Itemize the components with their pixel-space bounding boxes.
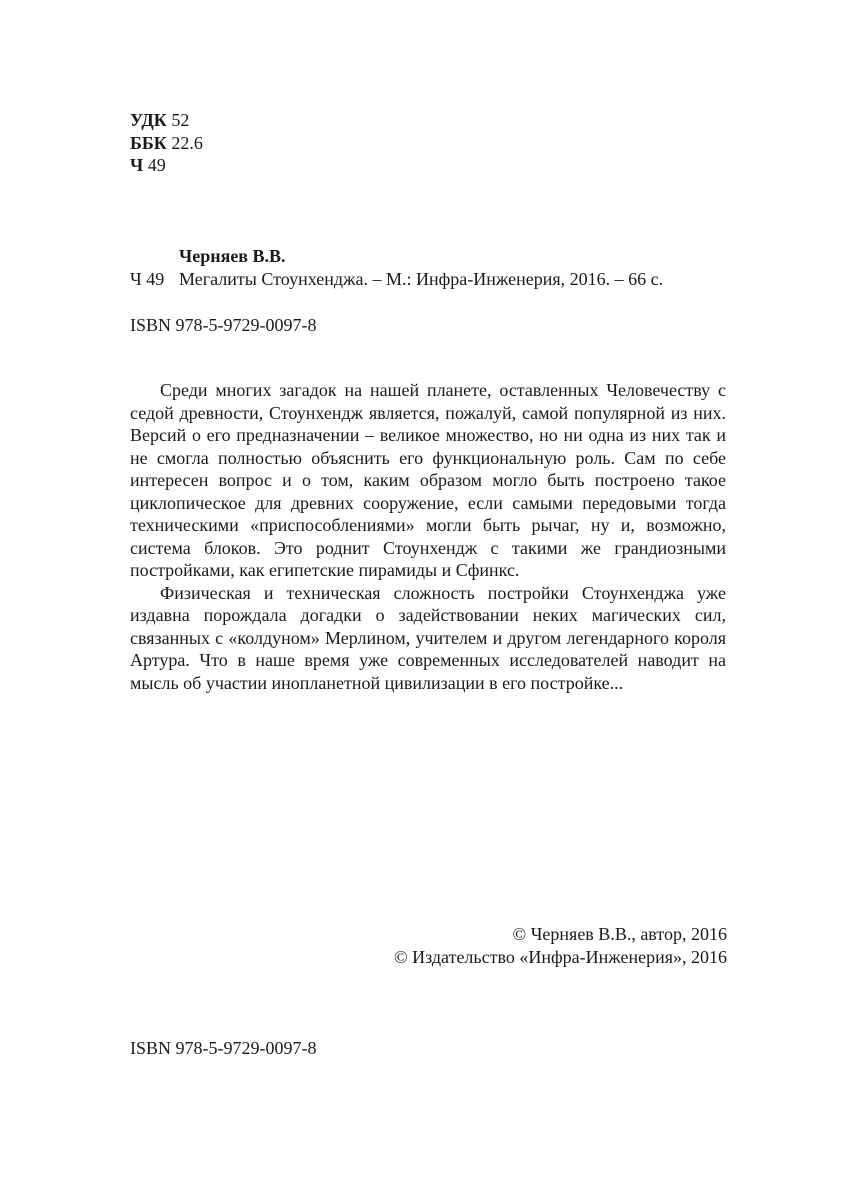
udk-label: УДК [130,110,167,130]
bbk-code [130,132,203,155]
copyright-block [394,923,727,968]
cipher-label: Ч [130,155,144,175]
udk-value: 52 [171,110,190,130]
bibliographic-cipher: Ч 49 [130,269,165,289]
cipher-value: 49 [147,155,166,175]
author-cipher-code [130,154,203,177]
copyright-author: © Черняев В.В., автор, 2016 [512,924,727,944]
isbn-top: ISBN 978-5-9729-0097-8 [130,315,317,335]
bibliographic-text: Мегалиты Стоунхенджа. – М.: Инфра-Инженерия, 2016. – 66 с. [179,269,664,289]
bibliographic-description [130,268,663,291]
abstract-paragraph: Физическая и техническая сложность постройки Стоунхенджа уже издавна порождала догадки о задействовании неких магических сил, связанных с «колдуном» Мерлином, учителем и другом легендарного короля Артура. Что в наше время уже современных исследователей наводит на мысль об участии инопланетной цивилизации в его постройке... [130,582,726,693]
abstract [130,379,726,694]
bbk-value: 22.6 [171,132,203,153]
classification-codes [130,109,203,177]
isbn-bottom: ISBN 978-5-9729-0097-8 [130,1038,317,1058]
copyright-publisher: © Издательство «Инфра-Инженерия», 2016 [393,946,727,967]
bbk-label: ББК [130,132,167,153]
udk-code [130,109,203,132]
abstract-paragraph: Среди многих загадок на нашей планете, оставленных Человечеству с седой древности, Стоунхендж является, пожалуй, самой популярной из них. Версий о его предназначении – великое множество, но ни одна из них так и не смогла полностью объяснить его функциональную роль. Сам по себе интересен вопрос и о том, каким образом могло быть построено такое циклопическое для древних сооружение, если самыми передовыми тогда техническими «приспособлениями» могли быть рычаг, ну и, возможно, система блоков. Это роднит Стоунхендж с такими же грандиозными постройками, как египетские пирамиды и Сфинкс. [130,380,726,580]
author-name: Черняев В.В. [179,246,286,266]
